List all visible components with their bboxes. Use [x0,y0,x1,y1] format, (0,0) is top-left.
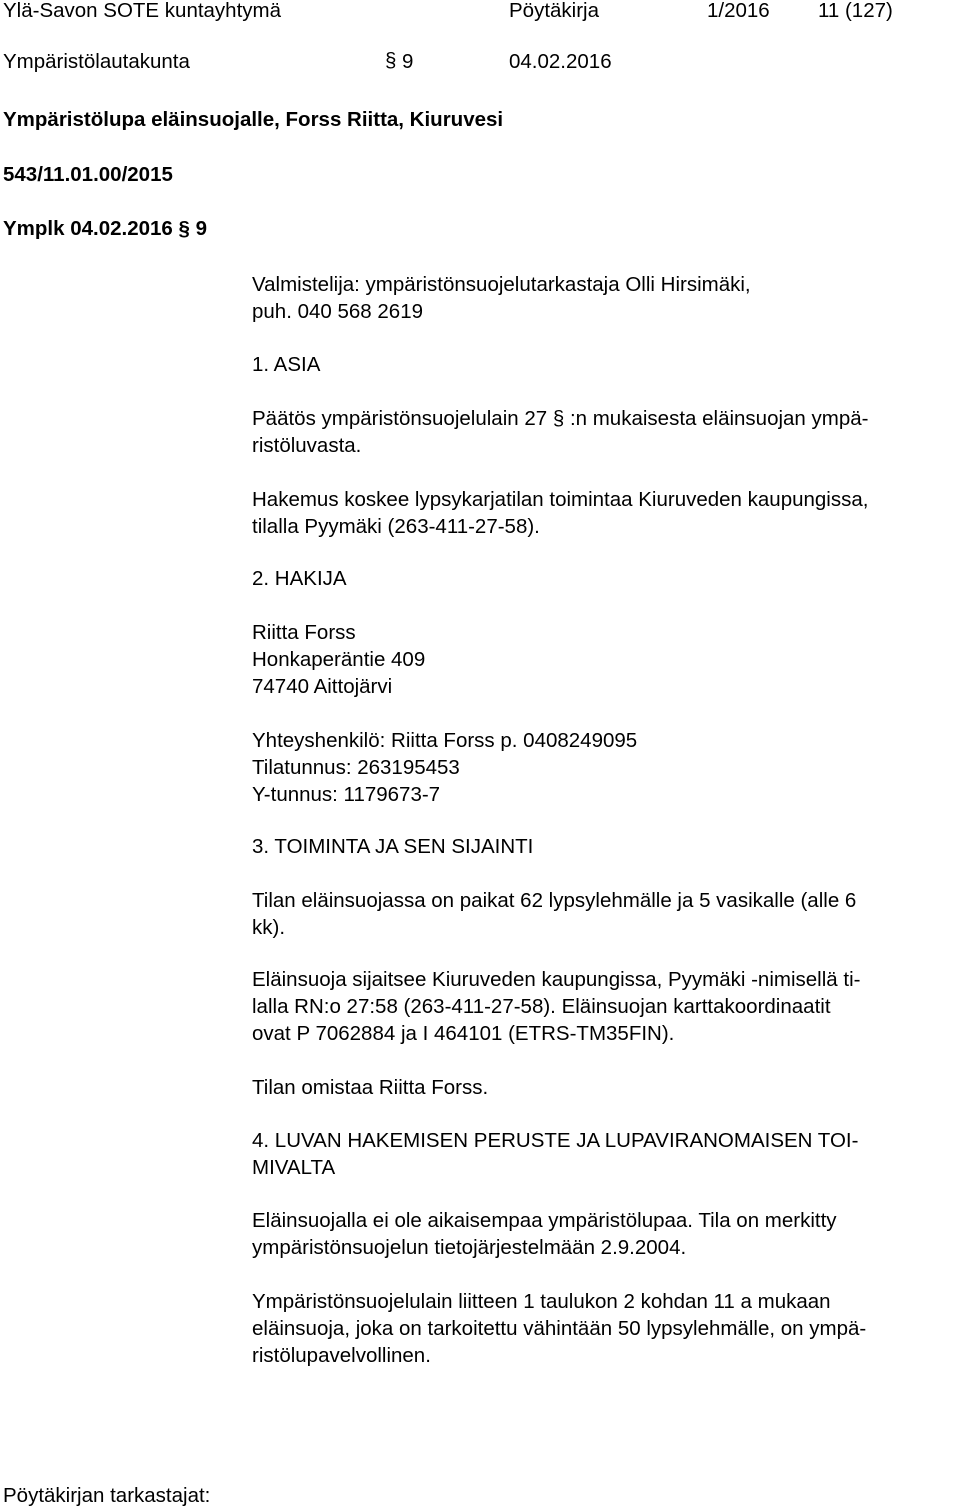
section-heading-toiminta: 3. TOIMINTA JA SEN SIJAINTI [252,835,534,858]
preparer-phone: puh. 040 568 2619 [252,300,423,323]
paragraph-line: lalla RN:o 27:58 (263-411-27-58). Eläinsuojan karttakoordinaatit [252,995,831,1018]
paragraph-line: Tilan omistaa Riitta Forss. [252,1076,489,1099]
document-number: 1/2016 [707,0,770,22]
paragraph-line: eläinsuoja, joka on tarkoitettu vähintään 50 lypsylehmälle, on ympä- [252,1317,867,1340]
farm-id: Tilatunnus: 263195453 [252,756,460,779]
paragraph-line: Tilan eläinsuojassa on paikat 62 lypsylehmälle ja 5 vasikalle (alle 6 [252,889,857,912]
committee-name: Ympäristölautakunta [3,50,190,73]
section-number: 9 [402,50,414,73]
document-type: Pöytäkirja [509,0,600,22]
paragraph-line: Eläinsuoja sijaitsee Kiuruveden kaupungissa, Pyymäki -nimisellä ti- [252,968,861,991]
paragraph-line: ristöluvasta. [252,434,362,457]
paragraph-line: tilalla Pyymäki (263-411-27-58). [252,515,540,538]
document-title: Ympäristölupa eläinsuojalle, Forss Riitta, Kiuruvesi [3,108,504,131]
paragraph-line: Ympäristönsuojelulain liitteen 1 taulukon 2 kohdan 11 a mukaan [252,1290,831,1313]
section-heading-asia: 1. ASIA [252,353,321,376]
organization-name: Ylä-Savon SOTE kuntayhtymä [3,0,282,22]
paragraph-line: ristölupavelvollinen. [252,1344,431,1367]
contact-person: Yhteyshenkilö: Riitta Forss p. 0408249095 [252,729,638,752]
applicant-street: Honkaperäntie 409 [252,648,426,671]
section-reference: Ymplk 04.02.2016 § 9 [3,217,208,240]
section-heading-hakija: 2. HAKIJA [252,567,347,590]
reviewers-label: Pöytäkirjan tarkastajat: [3,1484,211,1507]
paragraph-line: Hakemus koskee lypsykarjatilan toimintaa Kiuruveden kaupungissa, [252,488,869,511]
business-id: Y-tunnus: 1179673-7 [252,783,441,806]
paragraph-line: ympäristönsuojelun tietojärjestelmään 2.9.2004. [252,1236,687,1259]
paragraph-line: Päätös ympäristönsuojelulain 27 § :n mukaisesta eläinsuojan ympä- [252,407,869,430]
page-number: 11 (127) [818,0,893,22]
paragraph-line: ovat P 7062884 ja I 464101 (ETRS-TM35FIN). [252,1022,675,1045]
section-heading-peruste-cont: MIVALTA [252,1156,336,1179]
applicant-city: 74740 Aittojärvi [252,675,393,698]
section-symbol: § [385,49,397,72]
meeting-date: 04.02.2016 [509,50,612,73]
paragraph-line: kk). [252,916,286,939]
preparer-line: Valmistelija: ympäristönsuojelutarkastaja Olli Hirsimäki, [252,273,751,296]
applicant-name: Riitta Forss [252,621,356,644]
section-heading-peruste: 4. LUVAN HAKEMISEN PERUSTE JA LUPAVIRANOMAISEN TOI- [252,1129,859,1152]
paragraph-line: Eläinsuojalla ei ole aikaisempaa ympäristölupaa. Tila on merkitty [252,1209,837,1232]
case-number: 543/11.01.00/2015 [3,163,173,186]
